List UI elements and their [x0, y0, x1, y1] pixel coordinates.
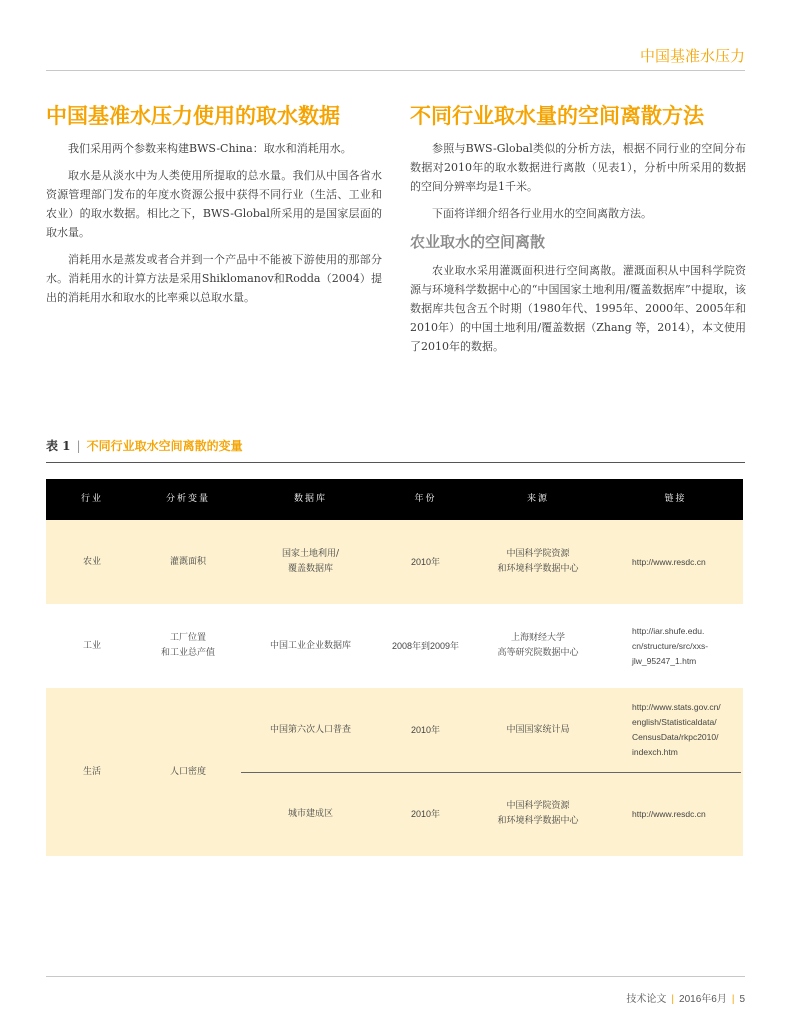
cell-link[interactable]: http://www.resdc.cn — [632, 556, 706, 567]
subsection-heading: 农业取水的空间离散 — [410, 233, 546, 251]
cell-database: 城市建成区 — [287, 808, 333, 819]
cell-variable: 灌溉面积 — [169, 556, 206, 567]
right-column — [410, 102, 746, 364]
footer-divider — [46, 976, 745, 977]
cell-year: 2010年 — [410, 808, 441, 819]
cell-database: 中国第六次人口普查 — [269, 724, 351, 735]
footer-separator: | — [671, 994, 675, 1005]
running-header: 中国基准水压力 — [639, 47, 745, 65]
cell-database: 中国工业企业数据库 — [269, 640, 351, 651]
cell-sector: 工业 — [82, 640, 101, 651]
cell-sector: 生活 — [82, 766, 101, 777]
table-title: 不同行业取水空间离散的变量 — [86, 439, 243, 453]
cell-source: 中国科学院资源 和环境科学数据中心 — [497, 549, 579, 574]
caption-separator: | — [76, 439, 81, 453]
cell-variable: 工厂位置 和工业总产值 — [160, 633, 215, 658]
cell-link[interactable]: http://www.stats.gov.cn/ english/Statisticaldata/ CensusData/rkpc2010/ indexch.htm — [632, 702, 721, 757]
paragraph: 我们采用两个参数来构建BWS-China：取水和消耗用水。 — [68, 142, 352, 155]
paragraph: 下面将详细介绍各行业用水的空间离散方法。 — [432, 207, 652, 220]
header-divider — [46, 70, 745, 71]
cell-year: 2010年 — [410, 556, 441, 567]
cell-variable: 人口密度 — [169, 766, 206, 777]
page-footer — [626, 990, 745, 1005]
header-source: 来源 — [526, 494, 549, 504]
cell-year: 2008年到2009年 — [391, 640, 460, 651]
table-number: 表 1 — [46, 439, 71, 453]
cell-source: 上海财经大学 高等研究院数据中心 — [497, 633, 579, 658]
header-sector: 行业 — [80, 494, 103, 504]
footer-date: 2016年6月 — [679, 994, 727, 1005]
cell-database: 国家土地利用/ 覆盖数据库 — [281, 549, 340, 574]
table-row — [46, 520, 743, 604]
page-number: 5 — [739, 994, 745, 1005]
paragraph: 取水是从淡水中为人类使用所提取的总水量。我们从中国各省水资源管理部门发布的年度水资源公报中获得不同行业（生活、工业和农业）的取水数据。相比之下，BWS-Global所采用的是国家层面的取水量。 — [46, 169, 382, 239]
left-column — [46, 102, 382, 315]
footer-separator: | — [731, 994, 735, 1005]
cell-link[interactable]: http://www.resdc.cn — [632, 808, 706, 819]
table-caption — [46, 437, 243, 454]
paragraph: 农业取水采用灌溉面积进行空间离散。灌溉面积从中国科学院资源与环境科学数据中心的“中国国家土地利用/覆盖数据库”中提取，该数据库共包含五个时期（1980年代、1995年、2000年、2005年和2010年）的中国土地利用/覆盖数据（Zhang 等，2014），本文使用了2010年的数据。 — [410, 264, 746, 353]
table-row — [46, 604, 743, 688]
header-link: 链接 — [664, 494, 687, 504]
paragraph: 消耗用水是蒸发或者合并到一个产品中不能被下游使用的那部分水。消耗用水的计算方法是采用Shiklomanov和Rodda（2004）提出的消耗用水和取水的比率乘以总取水量。 — [46, 253, 382, 304]
subrow-divider — [241, 772, 741, 773]
footer-label: 技术论文 — [626, 994, 667, 1005]
header-variable: 分析变量 — [165, 494, 210, 504]
cell-source: 中国国家统计局 — [506, 724, 570, 735]
caption-divider — [46, 462, 745, 463]
cell-link[interactable]: http://iar.shufe.edu. cn/structure/src/xxs- jlw_95247_1.htm — [632, 625, 709, 666]
cell-year: 2010年 — [410, 724, 441, 735]
table-header-row — [46, 479, 743, 520]
header-year: 年份 — [414, 494, 437, 504]
section-heading: 不同行业取水量的空间离散方法 — [410, 104, 704, 128]
paragraph: 参照与BWS-Global类似的分析方法，根据不同行业的空间分布数据对2010年的取水数据进行离散（见表1），分析中所采用的数据的空间分辨率均是1千米。 — [410, 142, 746, 193]
cell-source: 中国科学院资源 和环境科学数据中心 — [497, 801, 579, 826]
section-heading: 中国基准水压力使用的取水数据 — [46, 104, 340, 128]
header-database: 数据库 — [293, 494, 327, 504]
cell-sector: 农业 — [82, 556, 101, 567]
